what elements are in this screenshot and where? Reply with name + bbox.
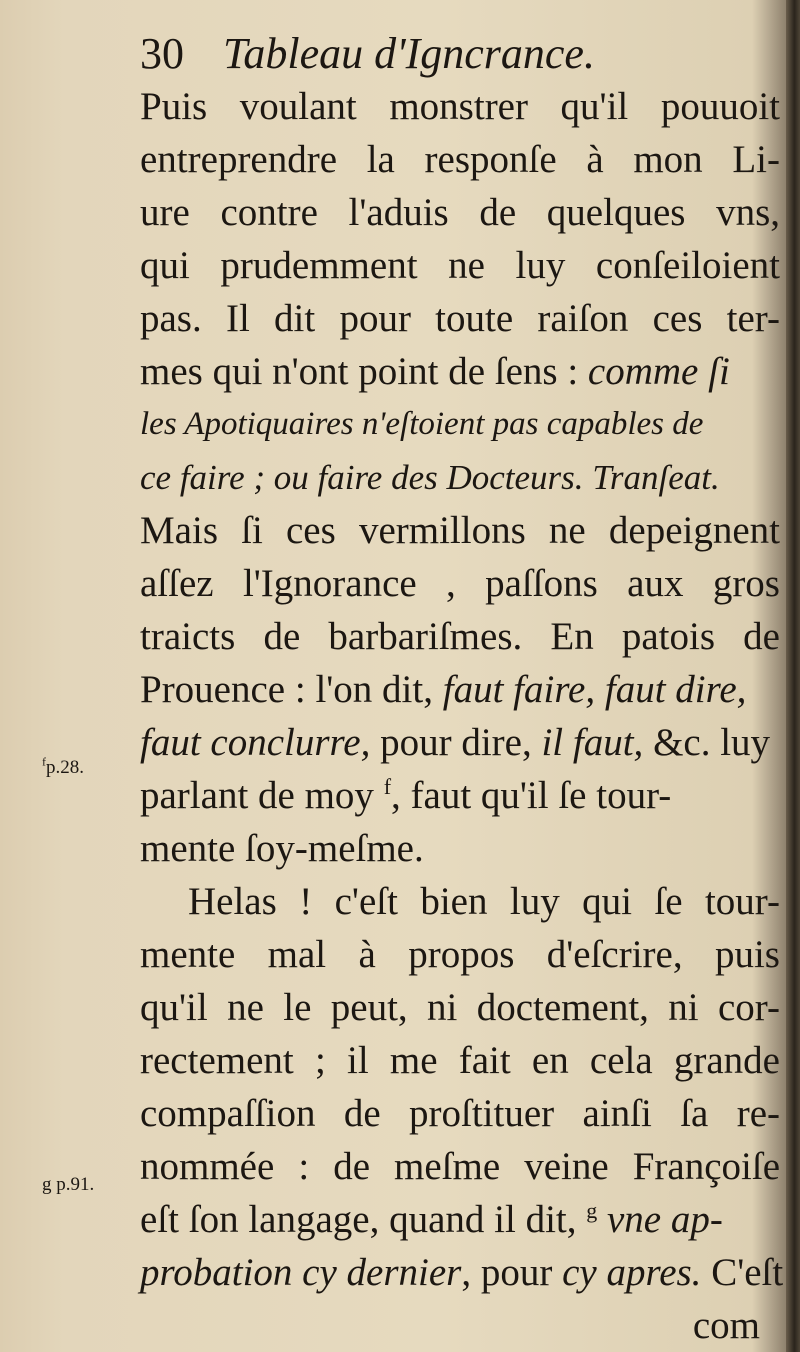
text-line: faut conclurre, pour dire, il faut, &c. luy	[140, 721, 771, 764]
margin-note-mark: f	[42, 754, 46, 769]
text-line: mente ſoy-meſme.	[140, 827, 424, 870]
footnote-mark: g	[586, 1198, 598, 1223]
text-line: nommée : de meſme veine Françoiſe	[140, 1145, 780, 1188]
footnote-mark: f	[383, 774, 392, 799]
text-line: mes qui n'ont point de ſens : comme ſi	[140, 350, 730, 393]
text-line: compaſſion de proſtituer ainſi ſa re-	[140, 1092, 780, 1135]
text-line: aſſez l'Ignorance , paſſons aux gros	[140, 562, 780, 605]
paragraph-start: Helas ! c'eſt bien luy qui ſe tour-	[188, 880, 780, 923]
page-binding-edge	[786, 0, 800, 1352]
text-line: qu'il ne le peut, ni doctement, ni cor-	[140, 986, 780, 1029]
text-line: Prouence : l'on dit, faut faire, faut dire,	[140, 668, 747, 711]
text-line: qui prudemment ne luy conſeiloient	[140, 244, 780, 287]
text-line: entreprendre la responſe à mon Li-	[140, 138, 780, 181]
margin-note-g	[42, 1174, 94, 1196]
margin-note-ref: p.91.	[56, 1174, 95, 1195]
margin-note-mark: g	[42, 1174, 52, 1195]
running-title: Tableau d'Igncrance.	[223, 29, 595, 78]
margin-note-ref: p.28.	[46, 757, 84, 778]
text-line: eſt ſon langage, quand il dit, $^g$ vne ap-	[140, 1198, 723, 1241]
margin-note-f	[42, 754, 84, 779]
body-text	[140, 80, 784, 1352]
text-line: Puis voulant monstrer qu'il pouuoit	[140, 85, 780, 128]
text-line: Mais ſi ces vermillons ne depeignent	[140, 509, 780, 552]
text-line: parlant de moy $^f$, faut qu'il ſe tour-	[140, 774, 672, 817]
text-line: mente mal à propos d'eſcrire, puis	[140, 933, 780, 976]
text-line: pas. Il dit pour toute raiſon ces ter-	[140, 297, 780, 340]
catchword: com	[692, 1304, 760, 1347]
text-line: ure contre l'aduis de quelques vns,	[140, 191, 780, 234]
page-number: 30	[140, 29, 184, 78]
text-line: rectement ; il me fait en cela grande	[140, 1039, 780, 1082]
text-line: ce faire ; ou faire des Docteurs. Tranſeat.	[140, 458, 720, 497]
text-line: les Apotiquaires n'eſtoient pas capables de	[140, 406, 704, 442]
text-line: probation cy dernier, pour cy apres. C'eſt	[140, 1251, 784, 1294]
page-header	[140, 28, 595, 79]
text-line: traicts de barbariſmes. En patois de	[140, 615, 780, 658]
